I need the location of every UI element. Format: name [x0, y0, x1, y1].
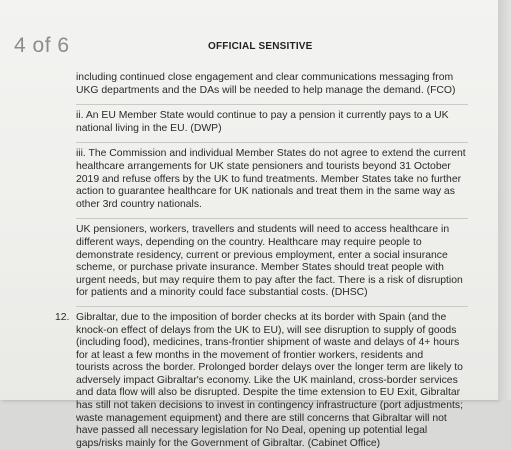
classification-label: OFFICIAL SENSITIVE: [208, 41, 313, 52]
paragraph-number: 12.: [55, 311, 70, 323]
divider: [76, 306, 468, 307]
divider: [76, 104, 468, 105]
uk-pensioners-paragraph: UK pensioners, workers, travellers and students will need to access healthcare in different ways, depending on the country. Healthcare may require people to demonstrate residency, current or previous employment, enter a social insurance scheme, or purchase private insurance. Member States should treat people with urgent needs, but may require them to pay after the fact. There is a risk of disruption for patients and a minority could face substantial costs. (DHSC): [76, 224, 463, 299]
numbered-paragraph-12: [55, 311, 468, 450]
page-counter: 4 of 6: [14, 34, 70, 57]
continuation-paragraph: including continued close engagement and clear communications messaging from UKG departments and the DAs will be needed to help manage the demand. (FCO): [76, 72, 456, 96]
divider: [76, 218, 468, 219]
scenario-item-ii: ii. An EU Member State would continue to pay a pension it currently pays to a UK national living in the EU. (DWP): [76, 110, 449, 134]
divider: [76, 142, 468, 143]
document-body: [55, 72, 468, 450]
page-edge-shadow: [498, 0, 511, 400]
scenario-item-iii: iii. The Commission and individual Member States do not agree to extend the current healthcare arrangements for UK state pensioners and tourists beyond 31 October 2019 and refuse offers by the UK to fund treatments. Member States take no further action to guarantee healthcare for UK nationals and treat them in the same way as other 3rd country nationals.: [76, 148, 466, 210]
gibraltar-paragraph: Gibraltar, due to the imposition of border checks at its border with Spain (and the knock-on effect of delays from the UK to EU), will see disruption to supply of goods (including food), medicines, trans-frontier shipment of waste and delays of 4+ hours for at least a few months in the movement of frontier workers, residents and tourists across the border. Prolonged border delays over the longer term are likely to adversely impact Gibraltar's economy. Like the UK mainland, cross-border services and data flow will also be disrupted. Despite the time extension to EU Exit, Gibraltar has still not taken decisions to invest in contingency infrastructure (port adjustments; waste management equipment) and there are still concerns that Gibraltar will not have passed all necessary legislation for No Deal, opening up potential legal gaps/risks mainly for the Government of Gibraltar. (Cabinet Office): [76, 311, 463, 449]
